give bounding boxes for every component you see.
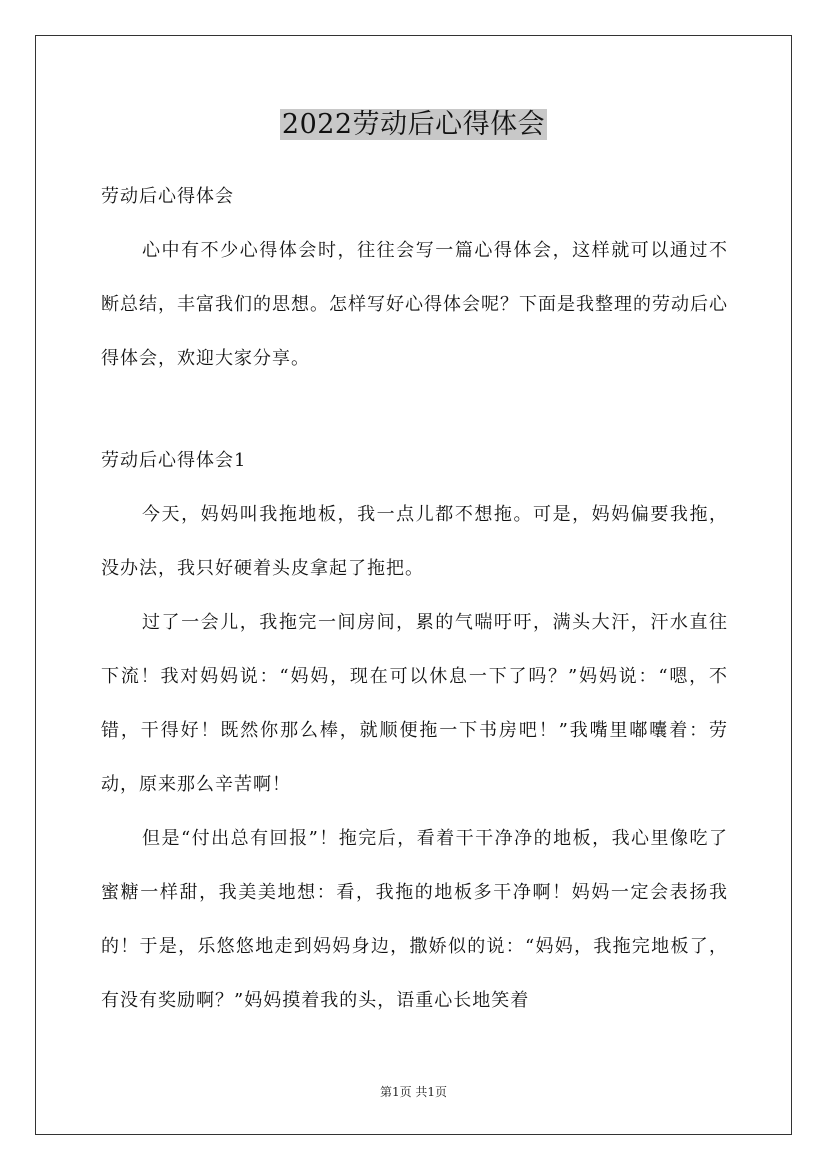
section1-heading: 劳动后心得体会1 bbox=[101, 450, 247, 471]
page-footer: 第1页 共1页 bbox=[379, 1085, 448, 1099]
document-title-text: 2022劳动后心得体会 bbox=[281, 109, 546, 140]
intro-heading: 劳动后心得体会 bbox=[101, 186, 234, 207]
document-body bbox=[101, 170, 728, 1028]
section1-paragraph-2: 过了一会儿，我拖完一间房间，累的气喘吁吁，满头大汗，汗水直往下流！我对妈妈说：“妈妈，现在可以休息一下了吗？”妈妈说：“嗯，不错，干得好！既然你那么棒，就顺便拖一下书房吧！”我嘴里嘟囔着：劳动，原来那么辛苦啊！ bbox=[101, 612, 728, 795]
section-gap bbox=[101, 386, 728, 434]
intro-paragraph: 心中有不少心得体会时，往往会写一篇心得体会，这样就可以通过不断总结，丰富我们的思想。怎样写好心得体会呢？下面是我整理的劳动后心得体会，欢迎大家分享。 bbox=[101, 240, 728, 369]
section1-paragraph-1: 今天，妈妈叫我拖地板，我一点儿都不想拖。可是，妈妈偏要我拖，没办法，我只好硬着头皮拿起了拖把。 bbox=[101, 504, 728, 579]
document-title bbox=[0, 103, 827, 145]
section1-paragraph-3: 但是“付出总有回报”！拖完后，看着干干净净的地板，我心里像吃了蜜糖一样甜，我美美地想：看，我拖的地板多干净啊！妈妈一定会表扬我的！于是，乐悠悠地走到妈妈身边，撒娇似的说：“妈妈，我拖完地板了，有没有奖励啊？”妈妈摸着我的头，语重心长地笑着 bbox=[101, 828, 728, 1011]
